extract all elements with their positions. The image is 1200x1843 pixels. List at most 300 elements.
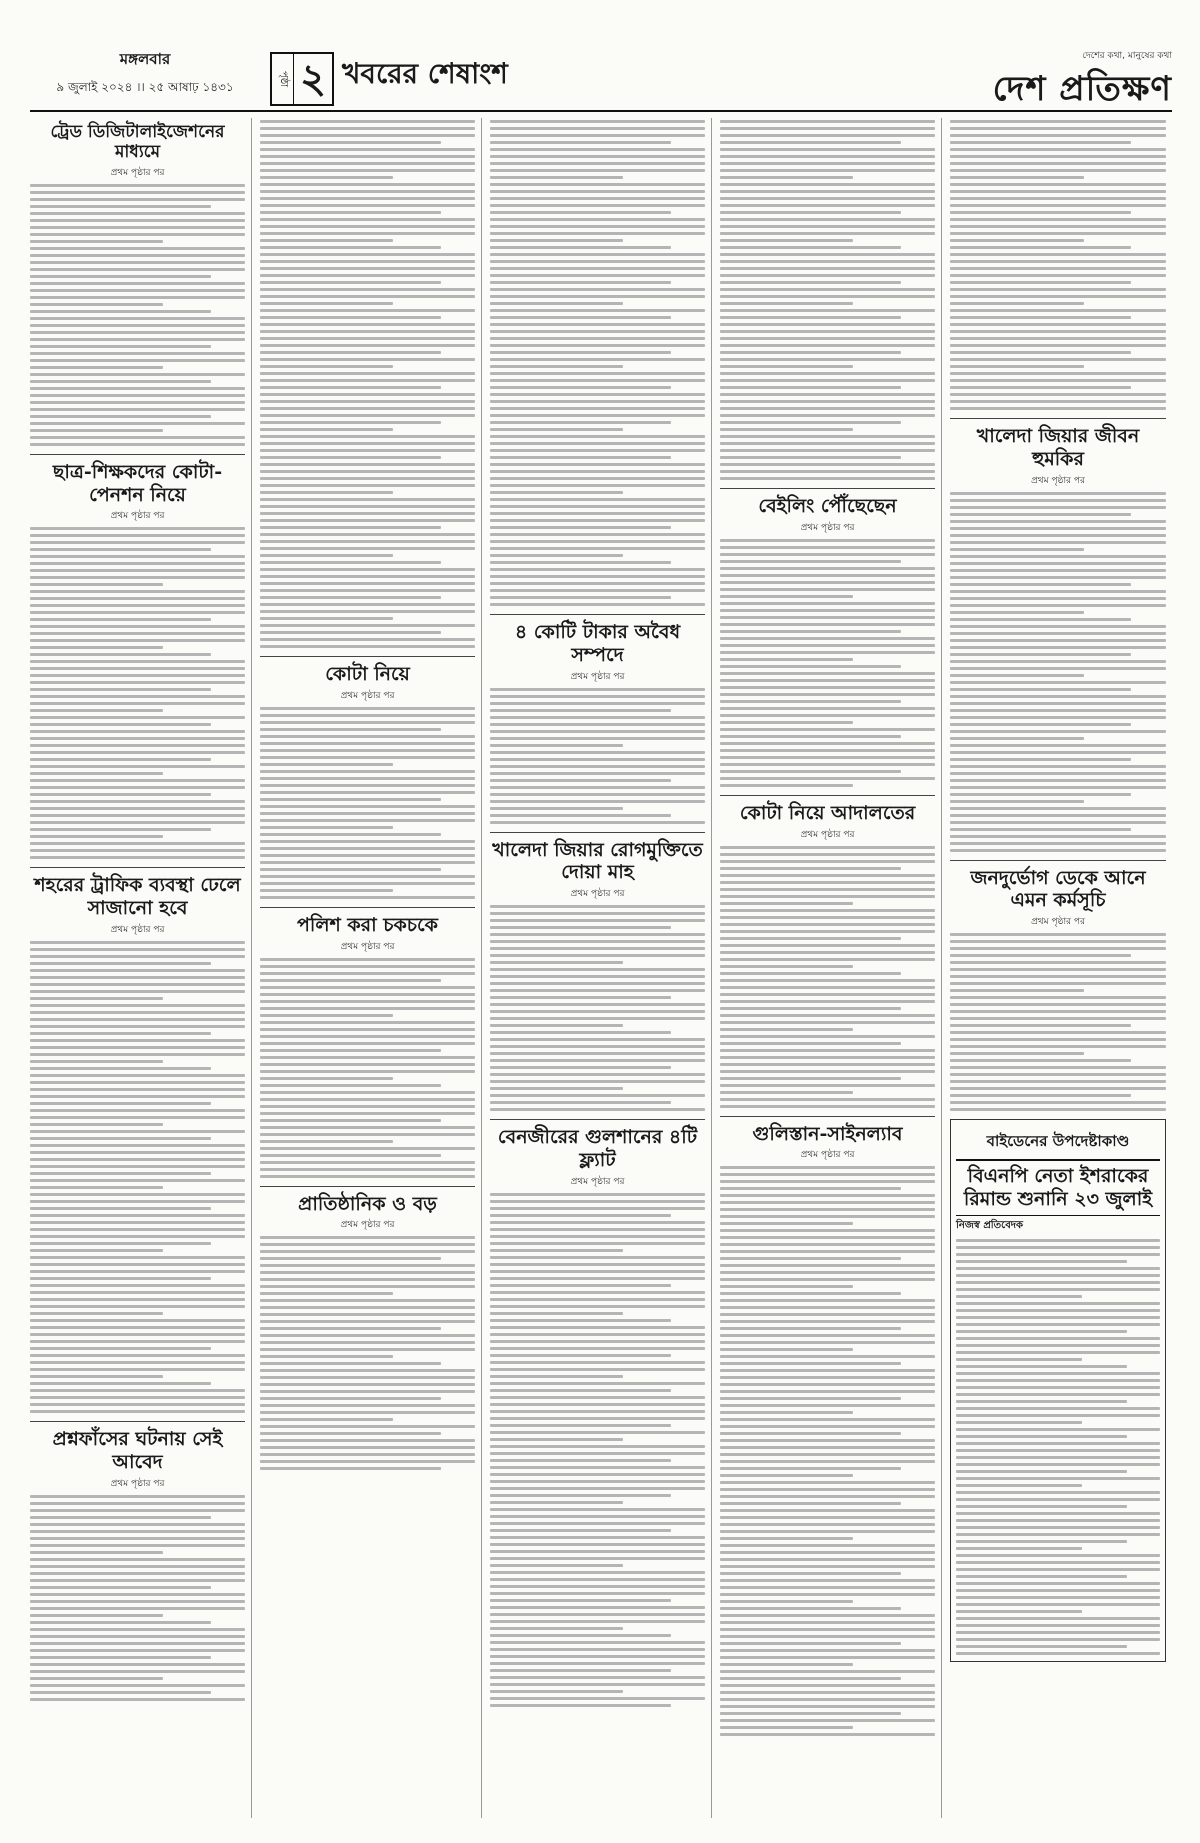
body-text-line [490, 1270, 705, 1273]
article-headline: ছাত্র-শিক্ষকদের কোটা-পেনশন নিয়ে [52, 460, 223, 506]
body-text-line [950, 1010, 1166, 1013]
article-body [260, 707, 475, 899]
body-text-line [490, 1606, 705, 1609]
article-body [30, 527, 245, 859]
article-body [950, 120, 1166, 410]
body-text-line [720, 1098, 935, 1101]
body-text-line [950, 183, 1166, 186]
body-text-line [950, 618, 1131, 621]
body-text-line [490, 477, 705, 480]
body-text-line [720, 1362, 901, 1365]
article-top-continuation [490, 120, 705, 606]
body-text-line [720, 1173, 935, 1176]
body-text-line [490, 1298, 705, 1301]
body-text-line [490, 218, 705, 221]
divider [260, 907, 475, 908]
body-text-line [490, 1627, 623, 1630]
body-text-line [720, 784, 853, 787]
body-text-line [30, 667, 245, 670]
body-text-line [720, 344, 935, 347]
continued-label: প্রথম পৃষ্ঠার পর [800, 1150, 855, 1161]
body-text-line [30, 1565, 245, 1568]
body-text-line [720, 1544, 935, 1547]
body-text-line [720, 686, 935, 689]
body-text-line [490, 1354, 671, 1357]
body-text-line [950, 386, 1131, 389]
body-text-line [30, 569, 245, 572]
body-text-line [30, 1621, 211, 1624]
body-text-line [30, 821, 245, 824]
body-text-line [956, 1386, 1160, 1389]
body-text-line [260, 323, 475, 326]
body-text-line [490, 225, 705, 228]
body-text-line [30, 674, 245, 677]
body-text-line [30, 941, 245, 944]
article-headline: পলিশ করা চকচকে [297, 913, 438, 936]
body-text-line [260, 477, 475, 480]
body-text-line [720, 993, 935, 996]
body-text-line [30, 800, 245, 803]
body-text-line [950, 155, 1166, 158]
body-text-line [956, 1358, 1082, 1361]
body-text-line [720, 288, 935, 291]
body-text-line [950, 190, 1166, 193]
body-text-line [490, 1585, 705, 1588]
divider [30, 1421, 245, 1422]
body-text-line [720, 155, 935, 158]
body-text-line [490, 183, 705, 186]
body-text-line [720, 1733, 935, 1736]
body-text-line [30, 990, 245, 993]
body-text-line [950, 744, 1166, 747]
body-text-line [30, 1165, 245, 1168]
body-text-line [720, 958, 935, 961]
body-text-line [30, 1172, 211, 1175]
body-text-line [260, 1091, 475, 1094]
body-text-line [956, 1239, 1160, 1242]
body-text-line [950, 548, 1084, 551]
body-text-line [30, 632, 245, 635]
body-text-line [720, 330, 935, 333]
body-text-line [720, 1334, 935, 1337]
body-text-line [720, 539, 935, 542]
body-text-line [720, 944, 935, 947]
body-text-line [260, 568, 475, 571]
divider [720, 488, 935, 489]
body-text-line [490, 814, 671, 817]
body-text-line [490, 1487, 705, 1490]
body-text-line [490, 1249, 623, 1252]
article-question-leak [30, 1428, 245, 1701]
body-text-line [30, 1326, 245, 1329]
body-text-line [720, 1369, 935, 1372]
body-text-line [260, 1369, 475, 1372]
body-text-line [30, 1025, 245, 1028]
section-title: খবরের শেষাংশ [342, 57, 508, 90]
body-text-line [490, 323, 705, 326]
article-quota-court [720, 802, 935, 1108]
body-text-line [950, 1045, 1166, 1048]
body-text-line [956, 1323, 1160, 1326]
body-text-line [30, 758, 211, 761]
article-body [490, 120, 705, 606]
body-text-line [956, 1505, 1127, 1508]
body-text-line [950, 730, 1166, 733]
body-text-line [720, 1614, 935, 1617]
body-text-line [490, 996, 671, 999]
body-text-line [260, 386, 441, 389]
body-text-line [956, 1547, 1082, 1550]
body-text-line [950, 723, 1131, 726]
body-text-line [490, 1101, 671, 1104]
article-headline: প্রাতিষ্ঠানিক ও বড় [298, 1192, 437, 1215]
body-text-line [720, 1446, 935, 1449]
body-text-line [260, 253, 475, 256]
body-text-line [490, 519, 705, 522]
body-text-line [720, 1278, 935, 1281]
article-body [720, 846, 935, 1108]
body-text-line [260, 1070, 475, 1073]
body-text-line [720, 1439, 935, 1442]
article-body [950, 933, 1166, 1111]
body-text-line [720, 916, 935, 919]
body-text-line [260, 295, 475, 298]
body-text-line [720, 895, 935, 898]
body-text-line [720, 546, 935, 549]
body-text-line [950, 541, 1166, 544]
body-text-line [30, 611, 245, 614]
body-text-line [260, 1049, 441, 1052]
body-text-line [490, 575, 705, 578]
body-text-line [30, 1656, 211, 1659]
body-text-line [260, 791, 475, 794]
body-text-line [260, 1327, 441, 1330]
body-text-line [956, 1372, 1160, 1375]
article-headline: কোটা নিয়ে আদালতের [739, 801, 916, 824]
body-text-line [956, 1519, 1160, 1522]
body-text-line [950, 590, 1166, 593]
body-text-line [260, 1105, 475, 1108]
body-text-line [950, 520, 1166, 523]
body-text-line [260, 183, 475, 186]
body-text-line [30, 1263, 245, 1266]
body-text-line [720, 1194, 935, 1197]
body-text-line [260, 428, 393, 431]
body-text-line [30, 1403, 245, 1406]
body-text-line [950, 933, 1166, 936]
body-text-line [950, 660, 1166, 663]
body-text-line [720, 770, 901, 773]
divider [260, 1186, 475, 1187]
body-text-line [260, 1035, 475, 1038]
body-text-line [260, 1133, 475, 1136]
body-text-line [720, 449, 935, 452]
body-text-line [720, 909, 935, 912]
body-text-line [260, 1056, 475, 1059]
article-body [260, 120, 475, 648]
body-text-line [956, 1540, 1127, 1543]
body-text-line [490, 1613, 705, 1616]
body-text-line [720, 888, 935, 891]
body-text-line [720, 1250, 935, 1253]
body-text-line [260, 470, 475, 473]
body-text-line [490, 1438, 623, 1441]
body-text-line [260, 1446, 475, 1449]
body-text-line [260, 442, 475, 445]
body-text-line [950, 702, 1166, 705]
body-text-line [950, 779, 1166, 782]
body-text-line [720, 386, 901, 389]
body-text-line [30, 976, 245, 979]
body-text-line [956, 1414, 1160, 1417]
body-text-line [260, 1264, 475, 1267]
body-text-line [30, 1046, 245, 1049]
body-text-line [30, 1228, 245, 1231]
body-text-line [490, 1522, 705, 1525]
body-text-line [260, 1271, 475, 1274]
body-text-line [720, 1028, 853, 1031]
body-text-line [950, 204, 1166, 207]
body-text-line [260, 204, 475, 207]
body-text-line [260, 1112, 475, 1115]
body-text-line [956, 1428, 1160, 1431]
body-text-line [490, 1445, 705, 1448]
body-text-line [30, 1179, 245, 1182]
body-text-line [720, 428, 853, 431]
body-text-line [490, 1515, 705, 1518]
body-text-line [30, 772, 163, 775]
body-text-line [490, 561, 671, 564]
body-text-line [490, 211, 671, 214]
body-text-line [30, 1144, 245, 1147]
body-text-line [950, 1073, 1166, 1076]
body-text-line [490, 526, 671, 529]
body-text-line [950, 534, 1166, 537]
body-text-line [490, 393, 705, 396]
body-text-line [950, 821, 1166, 824]
article-gulistan-science-lab [720, 1123, 935, 1737]
body-text-line [490, 1550, 705, 1553]
body-text-line [950, 302, 1084, 305]
body-text-line [490, 1094, 705, 1097]
body-text-line [490, 428, 623, 431]
body-text-line [950, 379, 1166, 382]
body-text-line [720, 1649, 935, 1652]
article-beijing [720, 495, 935, 787]
body-text-line [720, 183, 935, 186]
body-text-line [720, 1236, 935, 1239]
divider [950, 860, 1166, 861]
body-text-line [720, 1705, 935, 1708]
body-text-line [720, 672, 935, 675]
body-text-line [490, 1557, 705, 1560]
article-khaleda-prayer [490, 839, 705, 1112]
body-text-line [950, 246, 1131, 249]
article-columns [30, 118, 1172, 1818]
body-text-line [490, 337, 705, 340]
body-text-line [30, 415, 211, 418]
body-text-line [490, 709, 671, 712]
body-text-line [956, 1344, 1160, 1347]
body-text-line [720, 1383, 935, 1386]
body-text-line [490, 540, 705, 543]
body-text-line [720, 1481, 935, 1484]
body-text-line [720, 588, 935, 591]
body-text-line [260, 351, 441, 354]
body-text-line [720, 1007, 901, 1010]
body-text-line [720, 281, 901, 284]
page-number-box [270, 52, 334, 106]
body-text-line [30, 1242, 211, 1245]
body-text-line [490, 982, 705, 985]
body-text-line [260, 162, 475, 165]
article-polished-rice [260, 914, 475, 1178]
body-text-line [490, 1228, 705, 1231]
body-text-line [30, 1305, 245, 1308]
body-text-line [950, 576, 1166, 579]
body-text-line [956, 1337, 1160, 1340]
body-text-line [720, 407, 935, 410]
body-text-line [490, 1410, 705, 1413]
body-text-line [490, 505, 705, 508]
article-body [490, 688, 705, 824]
body-text-line [30, 275, 211, 278]
body-text-line [720, 1000, 935, 1003]
body-text-line [720, 253, 935, 256]
body-text-line [260, 958, 475, 961]
body-text-line [490, 1683, 705, 1686]
body-text-line [950, 1059, 1131, 1062]
body-text-line [30, 786, 245, 789]
body-text-line [260, 463, 475, 466]
body-text-line [260, 288, 475, 291]
body-text-line [490, 239, 623, 242]
body-text-line [260, 526, 441, 529]
body-text-line [950, 316, 1131, 319]
body-text-line [260, 896, 475, 899]
body-text-line [490, 1242, 705, 1245]
body-text-line [720, 1712, 901, 1715]
body-text-line [30, 233, 245, 236]
body-text-line [490, 821, 705, 824]
body-text-line [30, 1130, 245, 1133]
body-text-line [260, 267, 475, 270]
body-text-line [720, 414, 935, 417]
body-text-line [490, 1010, 705, 1013]
continued-label: প্রথম পৃষ্ঠার পর [110, 511, 165, 522]
body-text-line [490, 758, 705, 761]
body-text-line [30, 597, 245, 600]
body-text-line [260, 610, 475, 613]
body-text-line [950, 695, 1166, 698]
body-text-line [30, 1600, 245, 1603]
body-text-line [720, 1208, 935, 1211]
body-text-line [490, 1466, 705, 1469]
body-text-line [30, 751, 245, 754]
body-text-line [956, 1477, 1160, 1480]
body-text-line [490, 351, 671, 354]
body-text-line [720, 323, 935, 326]
body-text-line [950, 295, 1166, 298]
body-text-line [30, 226, 245, 229]
body-text-line [720, 456, 901, 459]
body-text-line [30, 191, 245, 194]
body-text-line [30, 541, 245, 544]
body-text-line [720, 972, 901, 975]
body-text-line [490, 1403, 705, 1406]
body-text-line [30, 1368, 245, 1371]
body-text-line [260, 1257, 441, 1260]
body-text-line [490, 1452, 705, 1455]
body-text-line [260, 407, 475, 410]
body-text-line [260, 519, 475, 522]
body-text-line [490, 1662, 705, 1665]
continued-label: প্রথম পৃষ্ঠার পর [110, 167, 165, 178]
body-text-line [720, 658, 853, 661]
body-text-line [260, 1390, 475, 1393]
divider [950, 418, 1166, 419]
body-text-line [956, 1316, 1160, 1319]
article-body [720, 539, 935, 787]
body-text-line [30, 387, 245, 390]
body-text-line [490, 933, 705, 936]
body-text-line [260, 1250, 475, 1253]
body-text-line [30, 1235, 245, 1238]
body-text-line [30, 1193, 245, 1196]
body-text-line [720, 1684, 935, 1687]
body-text-line [260, 225, 475, 228]
body-text-line [950, 267, 1166, 270]
body-text-line [30, 856, 245, 859]
body-text-line [950, 148, 1166, 151]
body-text-line [950, 849, 1166, 852]
article-headline: বিএনপি নেতা ইশরাকের রিমান্ড শুনানি ২৩ জুলাই [956, 1159, 1160, 1216]
body-text-line [490, 723, 705, 726]
body-text-line [490, 589, 705, 592]
body-text-line [30, 1551, 163, 1554]
body-text-line [720, 232, 935, 235]
body-text-line [950, 1087, 1166, 1090]
body-text-line [956, 1582, 1160, 1585]
divider [720, 1116, 935, 1117]
body-text-line [956, 1295, 1082, 1298]
body-text-line [490, 197, 705, 200]
page-label: পৃষ্ঠা [272, 54, 294, 104]
brand-block [993, 48, 1172, 120]
body-text-line [490, 1347, 705, 1350]
body-text-line [30, 1586, 211, 1589]
body-text-line [720, 1243, 935, 1246]
body-text-line [720, 1467, 901, 1470]
body-text-line [950, 807, 1166, 810]
body-text-line [950, 842, 1166, 845]
body-text-line [720, 1271, 935, 1274]
body-text-line [260, 784, 475, 787]
body-text-line [720, 1509, 935, 1512]
body-text-line [720, 1621, 935, 1624]
body-text-line [720, 1376, 935, 1379]
body-text-line [490, 295, 705, 298]
body-text-line [950, 218, 1166, 221]
body-text-line [720, 965, 853, 968]
continued-label: প্রথম পৃষ্ঠার পর [800, 829, 855, 840]
body-text-line [720, 763, 935, 766]
body-text-line [720, 1628, 935, 1631]
article-byline: নিজস্ব প্রতিবেদক [956, 1219, 1024, 1231]
body-text-line [490, 1564, 623, 1567]
body-text-line [956, 1351, 1160, 1354]
body-text-line [490, 1031, 671, 1034]
